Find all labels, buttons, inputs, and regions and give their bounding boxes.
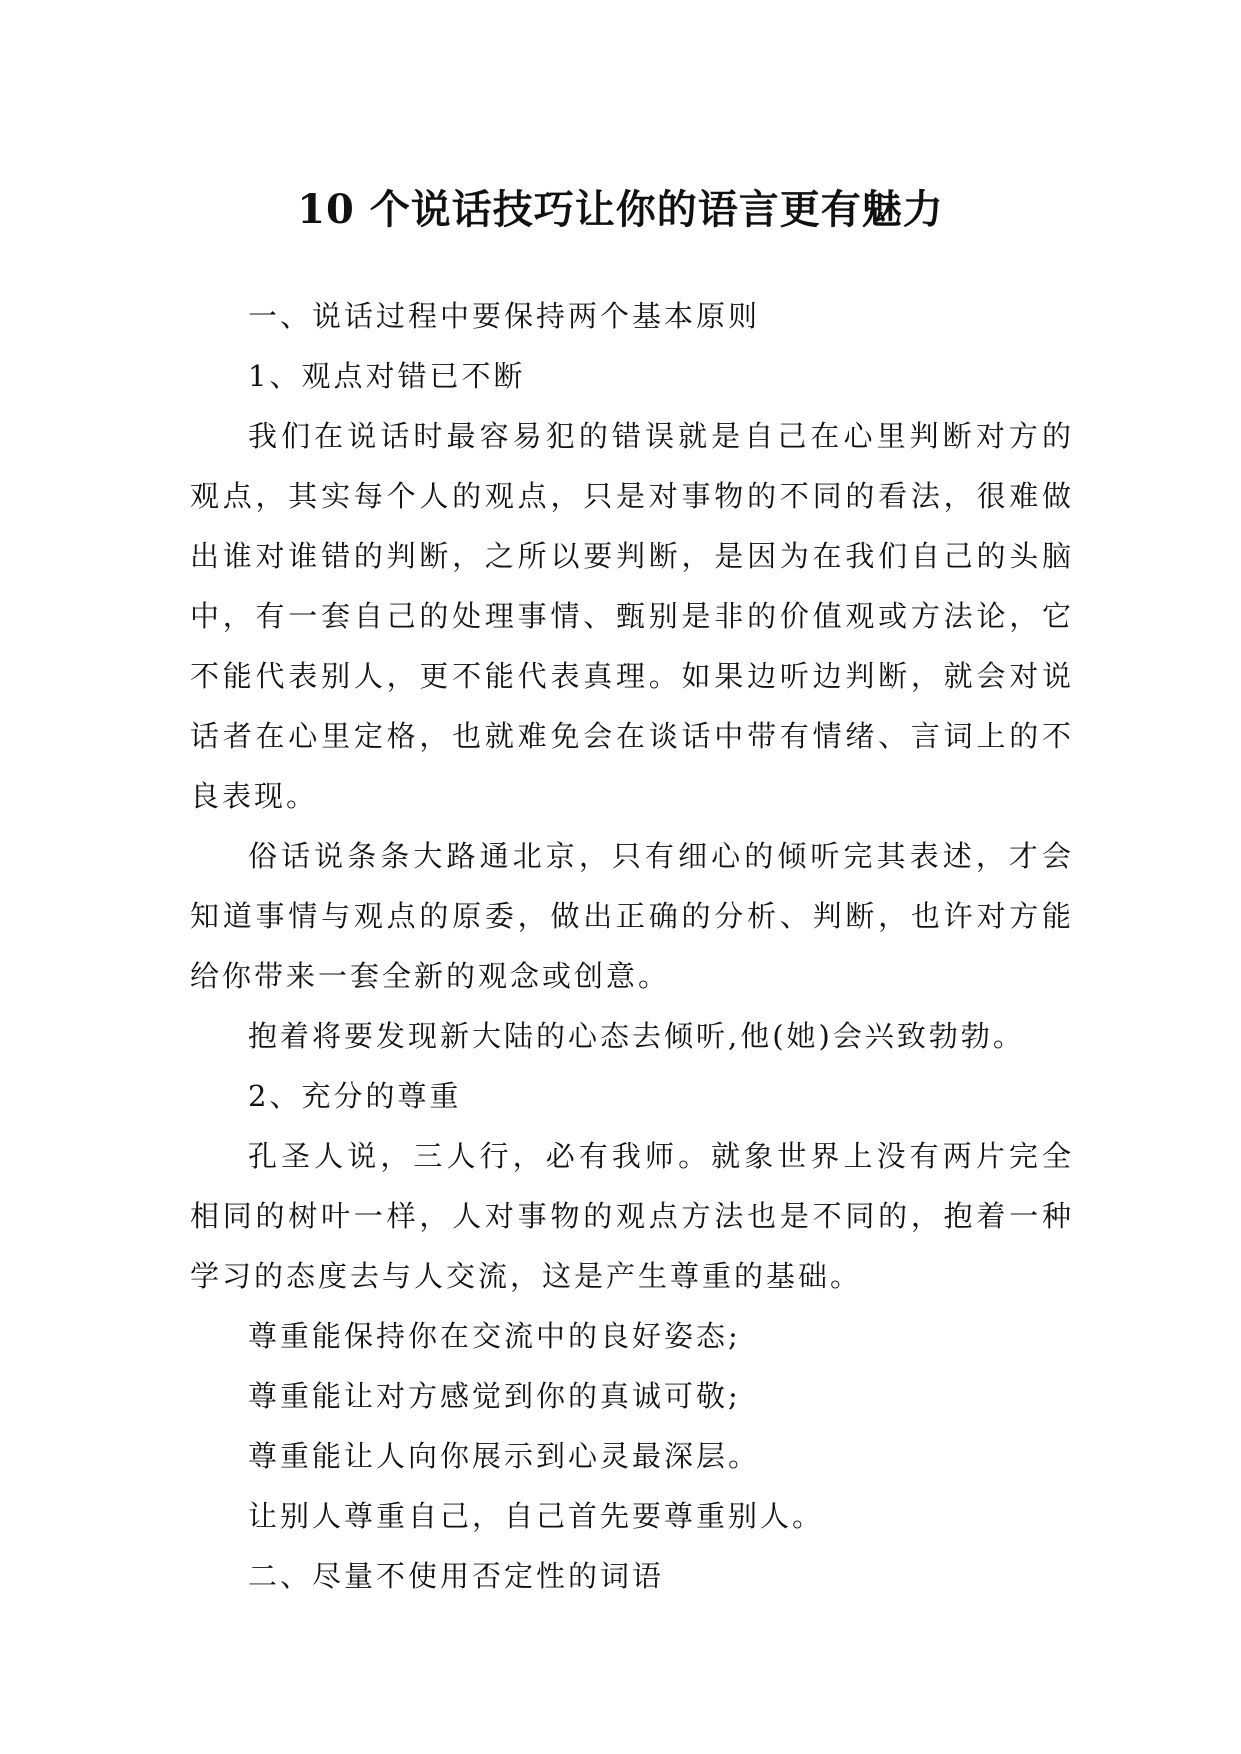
subsection-heading: 2、充分的尊重 (248, 1079, 462, 1113)
body-paragraph: 尊重能保持你在交流中的良好姿态; (248, 1319, 741, 1353)
section-heading: 一、说话过程中要保持两个基本原则 (248, 299, 761, 333)
body-paragraph: 俗话说条条大路通北京，只有细心的倾听完其表述，才会知道事情与观点的原委，做出正确的分析、判断，也许对方能给你带来一套全新的观念或创意。 (190, 839, 1074, 993)
body-paragraph: 尊重能让对方感觉到你的真诚可敬; (248, 1379, 741, 1413)
body-paragraph: 让别人尊重自己，自己首先要尊重别人。 (248, 1499, 825, 1533)
body-paragraph: 孔圣人说，三人行，必有我师。就象世界上没有两片完全相同的树叶一样，人对事物的观点方法也是不同的，抱着一种学习的态度去与人交流，这是产生尊重的基础。 (190, 1139, 1074, 1293)
subsection-heading: 1、观点对错已不断 (248, 359, 526, 393)
document-body (190, 286, 1074, 1606)
body-paragraph: 抱着将要发现新大陆的心态去倾听,他(她)会兴致勃勃。 (248, 1019, 1025, 1053)
body-paragraph: 尊重能让人向你展示到心灵最深层。 (248, 1439, 761, 1473)
document-title: 10 个说话技巧让你的语言更有魅力 (297, 185, 944, 233)
section-heading: 二、尽量不使用否定性的词语 (248, 1559, 665, 1593)
body-paragraph: 我们在说话时最容易犯的错误就是自己在心里判断对方的观点，其实每个人的观点，只是对事物的不同的看法，很难做出谁对谁错的判断，之所以要判断，是因为在我们自己的头脑中，有一套自己的处理事情、甄别是非的价值观或方法论，它不能代表别人，更不能代表真理。如果边听边判断，就会对说话者在心里定格，也就难免会在谈话中带有情绪、言词上的不良表现。 (190, 419, 1074, 813)
